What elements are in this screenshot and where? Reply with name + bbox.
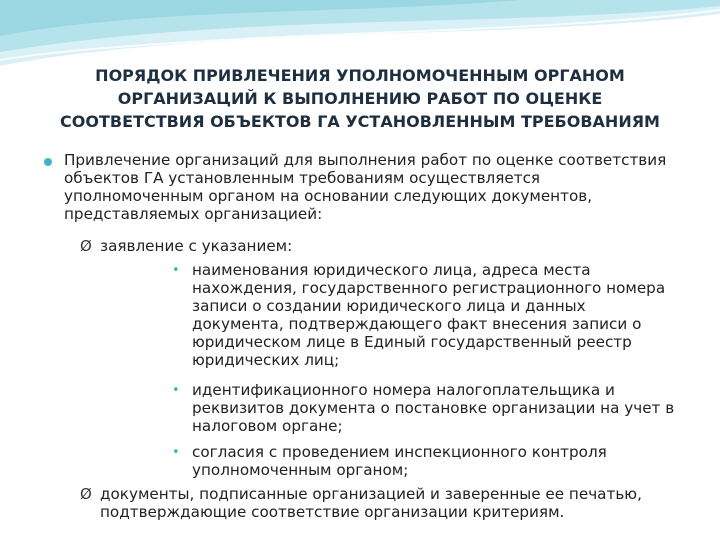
sub-item-line: документа, подтверждающего факт внесения записи о: [192, 315, 642, 333]
doc-item-label: заявление с указанием:: [100, 237, 293, 255]
sub-bullet-icon: •: [172, 263, 180, 278]
arrow-bullet-icon: Ø: [80, 237, 92, 255]
doc-item-line: документы, подписанные организацией и заверенные ее печатью,: [100, 485, 642, 503]
title-line: ОРГАНИЗАЦИЙ К ВЫПОЛНЕНИЮ РАБОТ ПО ОЦЕНКЕ: [117, 89, 603, 108]
intro-line: уполномоченным органом на основании следующих документов,: [64, 187, 593, 205]
title-line: ПОРЯДОК ПРИВЛЕЧЕНИЯ УПОЛНОМОЧЕННЫМ ОРГАНОМ: [95, 66, 625, 85]
slide-title: [20, 64, 700, 133]
sub-item-line: реквизитов документа о постановке организации на учет в: [192, 399, 675, 417]
sub-item-line: идентификационного номера налогоплательщика и: [192, 381, 615, 399]
sub-item-line: записи о создании юридического лица и данных: [192, 297, 586, 315]
sub-item-line: налоговом органе;: [192, 417, 343, 435]
title-line: СООТВЕТСТВИЯ ОБЪЕКТОВ ГА УСТАНОВЛЕННЫМ ТРЕБОВАНИЯМ: [60, 112, 660, 131]
sub-item-line: нахождения, государственного регистрационного номера: [192, 279, 666, 297]
sub-item-line: согласия с проведением инспекционного контроля: [192, 443, 607, 461]
sub-bullet-icon: •: [172, 383, 180, 398]
intro-line: объектов ГА установленным требованиям осуществляется: [64, 169, 541, 187]
intro-line: Привлечение организаций для выполнения работ по оценке соответствия: [64, 151, 667, 169]
arrow-bullet-icon: Ø: [80, 485, 92, 503]
sub-item-line: наименования юридического лица, адреса места: [192, 261, 591, 279]
sub-bullet-icon: •: [172, 445, 180, 460]
doc-item-line: подтверждающие соответствие организации критериям.: [100, 503, 565, 521]
main-bullet-dot: [44, 158, 52, 166]
sub-item-line: юридических лиц;: [192, 351, 340, 369]
sub-item-line: юридическом лице в Единый государственный реестр: [192, 333, 632, 351]
intro-line: представляемых организацией:: [64, 205, 323, 223]
sub-item-line: уполномоченным органом;: [192, 461, 409, 479]
